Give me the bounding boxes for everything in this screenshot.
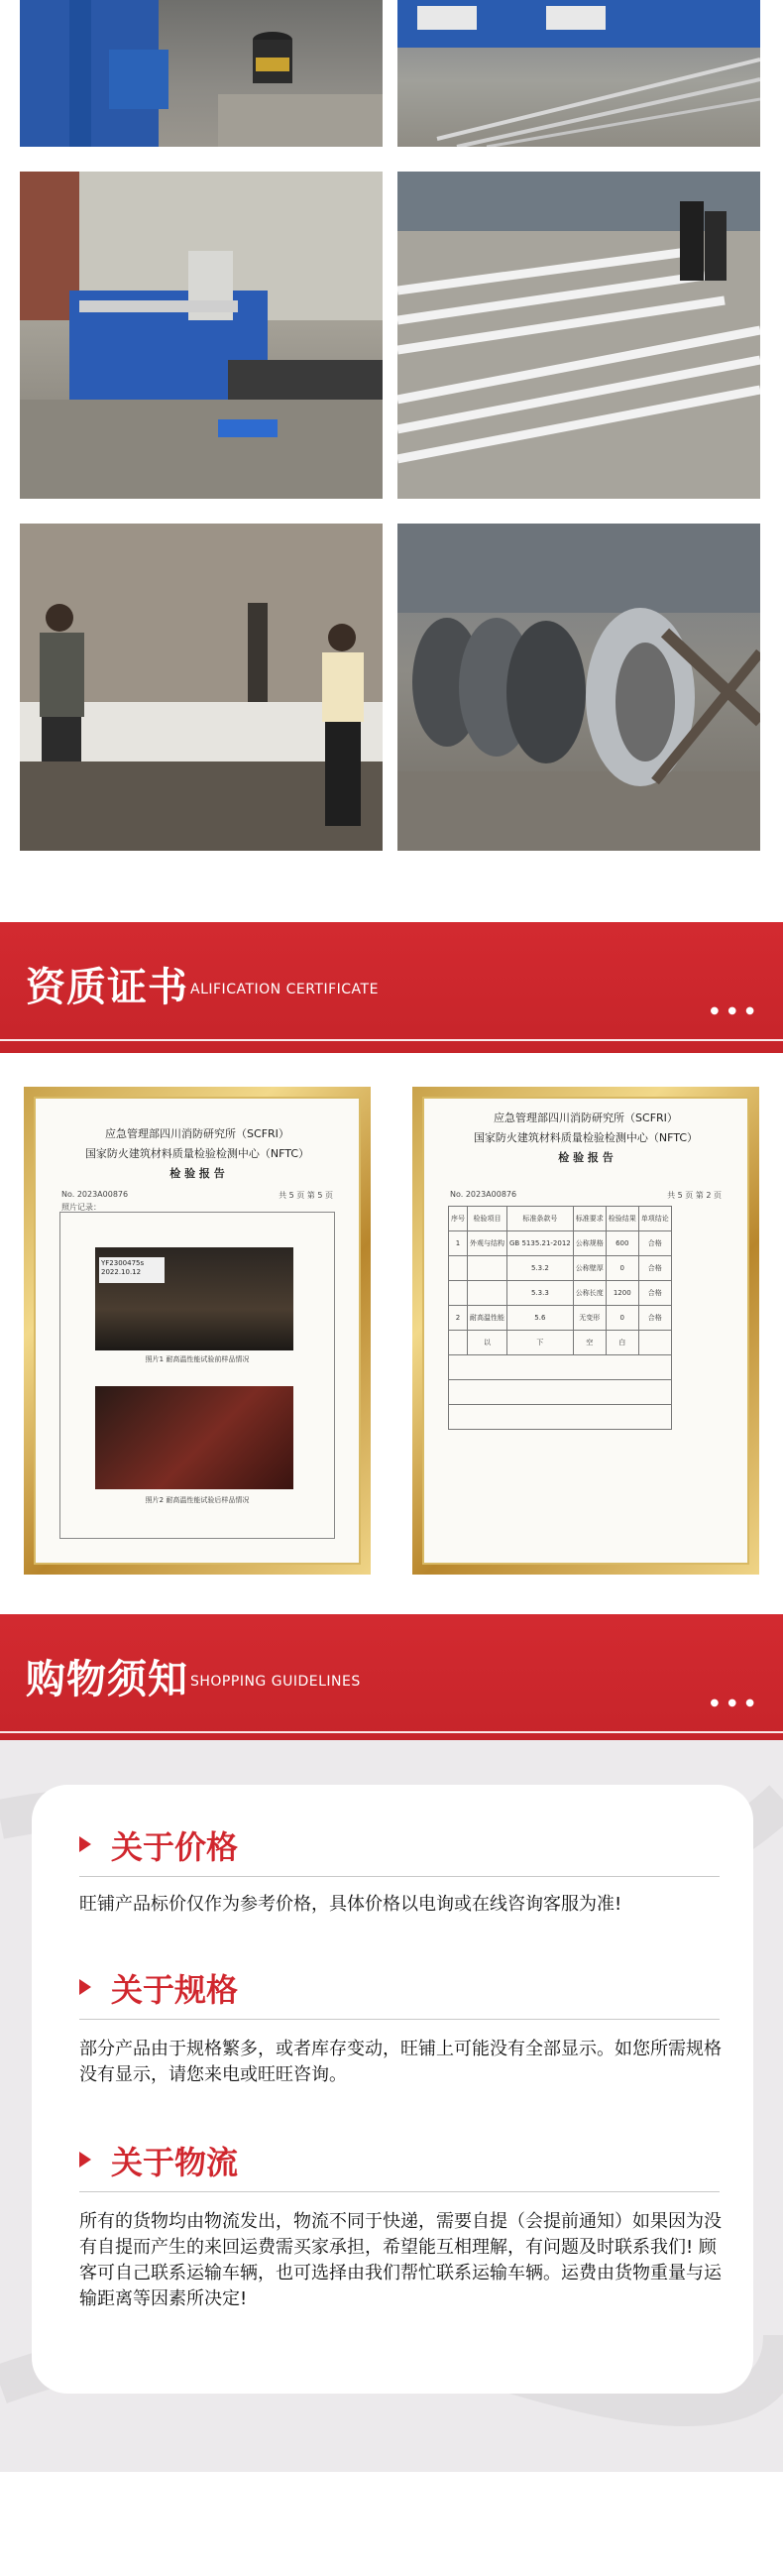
table-header-cell: 检验项目 <box>468 1207 507 1231</box>
table-row <box>449 1331 672 1355</box>
banner-stripe <box>0 1039 783 1041</box>
section-spec-text: 部分产品由于规格繁多，或者库存变动，旺铺上可能没有全部显示。如您所需规格没有显示，请您来电或旺旺咨询。 <box>79 2039 722 2085</box>
factory-photo-pipe-and-paint-buckets <box>20 0 383 147</box>
factory-photo-blue-machines-and-tubes <box>397 0 760 147</box>
table-cell: 5.3.2 <box>507 1256 574 1281</box>
table-cell: GB 5135.21-2012 <box>507 1231 574 1256</box>
cert-org-line-1: 应急管理部四川消防研究所（SCFRI） <box>105 1127 289 1140</box>
table-cell: 2 <box>449 1306 468 1331</box>
table-cell: 以 <box>468 1331 507 1355</box>
table-cell: 1 <box>449 1231 468 1256</box>
table-cell: 下 <box>507 1331 574 1355</box>
section-logistics-text: 所有的货物均由物流发出，物流不同于快递，需要自提（会提前通知）如果因为没有自提而产生的来回运费需买家承担，希望能互相理解，有问题及时联系我们! 顾客可自己联系运输车辆，也可选择由我们帮忙联系运输车辆。运费由货物重量与运输距离等因素所决定! <box>79 2211 722 2309</box>
banner-dots: ● ● ● <box>710 1005 757 1016</box>
cert-report-no: No. 2023A00876 <box>61 1190 129 1199</box>
table-cell: 合格 <box>638 1281 671 1306</box>
banner-dots: ● ● ● <box>710 1698 757 1708</box>
certificate-document-1 <box>34 1097 361 1565</box>
cert-caption-1: 照片1 耐高温性能试验前样品情况 <box>145 1355 250 1363</box>
table-cell: 合格 <box>638 1256 671 1281</box>
table-cell: 合格 <box>638 1306 671 1331</box>
cert-org-line-2: 国家防火建筑材料质量检验检测中心（NFTC） <box>84 1147 310 1160</box>
cert2-page: 共 5 页 第 2 页 <box>667 1191 722 1200</box>
table-row <box>449 1281 672 1306</box>
table-row <box>449 1306 672 1331</box>
table-cell: 5.3.3 <box>507 1281 574 1306</box>
qualification-subtitle: ALIFICATION CERTIFICATE <box>190 982 379 997</box>
section-logistics-title: 关于物流 <box>111 2144 239 2181</box>
cert2-org-line-2: 国家防火建筑材料质量检验检测中心（NFTC） <box>473 1131 699 1144</box>
factory-photo-workers-inspecting <box>20 524 383 851</box>
table-cell <box>468 1256 507 1281</box>
table-cell: 白 <box>606 1331 638 1355</box>
table-row <box>449 1256 672 1281</box>
factory-photo-stacked-white-tubes <box>397 172 760 499</box>
certificate-document-2 <box>422 1097 749 1565</box>
table-cell: 0 <box>606 1256 638 1281</box>
cert-sample-photo-before <box>95 1247 293 1350</box>
table-cell: 公称规格 <box>573 1231 606 1256</box>
table-cell: 1200 <box>606 1281 638 1306</box>
shopping-subtitle: SHOPPING GUIDELINES <box>190 1674 361 1690</box>
table-cell <box>449 1256 468 1281</box>
table-header-cell: 标准条款号 <box>507 1207 574 1231</box>
cert-sample-tag: YF2300475s 2022.10.12 <box>99 1257 165 1283</box>
cert-page: 共 5 页 第 5 页 <box>279 1191 333 1200</box>
table-cell: 公称长度 <box>573 1281 606 1306</box>
table-cell: 耐高温性能 <box>468 1306 507 1331</box>
section-divider <box>79 1876 720 1877</box>
cert-photo-label: 照片记录： <box>61 1203 101 1212</box>
table-header-cell: 标准要求 <box>573 1207 606 1231</box>
table-row <box>449 1380 672 1405</box>
qualification-banner <box>0 922 783 1053</box>
table-cell: 公称壁厚 <box>573 1256 606 1281</box>
cert2-org-line-1: 应急管理部四川消防研究所（SCFRI） <box>494 1112 678 1124</box>
shopping-banner <box>0 1614 783 1745</box>
cert-caption-2: 照片2 耐高温性能试验后样品情况 <box>145 1496 250 1504</box>
table-cell: 5.6 <box>507 1306 574 1331</box>
table-header-cell: 单项结论 <box>638 1207 671 1231</box>
cert2-results-table <box>448 1206 672 1430</box>
qualification-title: 资质证书 <box>26 964 188 1010</box>
section-divider <box>79 2019 720 2020</box>
cert2-title: 检 验 报 告 <box>558 1151 614 1164</box>
table-header-cell: 序号 <box>449 1207 468 1231</box>
certificate-frame-2[interactable] <box>412 1087 759 1575</box>
banner-stripe <box>0 1731 783 1733</box>
table-cell: 无变形 <box>573 1306 606 1331</box>
cert-title: 检 验 报 告 <box>169 1167 225 1180</box>
factory-photo-steel-coils <box>397 524 760 851</box>
certificate-frame-1[interactable] <box>24 1087 371 1575</box>
table-row <box>449 1231 672 1256</box>
table-cell: 0 <box>606 1306 638 1331</box>
table-cell: 600 <box>606 1231 638 1256</box>
table-row <box>449 1405 672 1430</box>
shopping-title: 购物须知 <box>26 1656 188 1702</box>
table-header-row <box>449 1207 672 1231</box>
table-cell <box>449 1281 468 1306</box>
cert-sample-photo-after <box>95 1386 293 1489</box>
section-price-text: 旺铺产品标价仅作为参考价格，具体价格以电询或在线咨询客服为准! <box>79 1894 622 1915</box>
cert2-report-no: No. 2023A00876 <box>450 1190 517 1199</box>
section-spec-title: 关于规格 <box>111 1971 239 2009</box>
section-price-title: 关于价格 <box>111 1828 239 1866</box>
table-cell <box>468 1281 507 1306</box>
table-cell: 空 <box>573 1331 606 1355</box>
section-divider <box>79 2191 720 2192</box>
table-row <box>449 1355 672 1380</box>
table-cell: 外观与结构 <box>468 1231 507 1256</box>
table-cell: 合格 <box>638 1231 671 1256</box>
table-header-cell: 检验结果 <box>606 1207 638 1231</box>
factory-photo-roll-forming-machine <box>20 172 383 499</box>
